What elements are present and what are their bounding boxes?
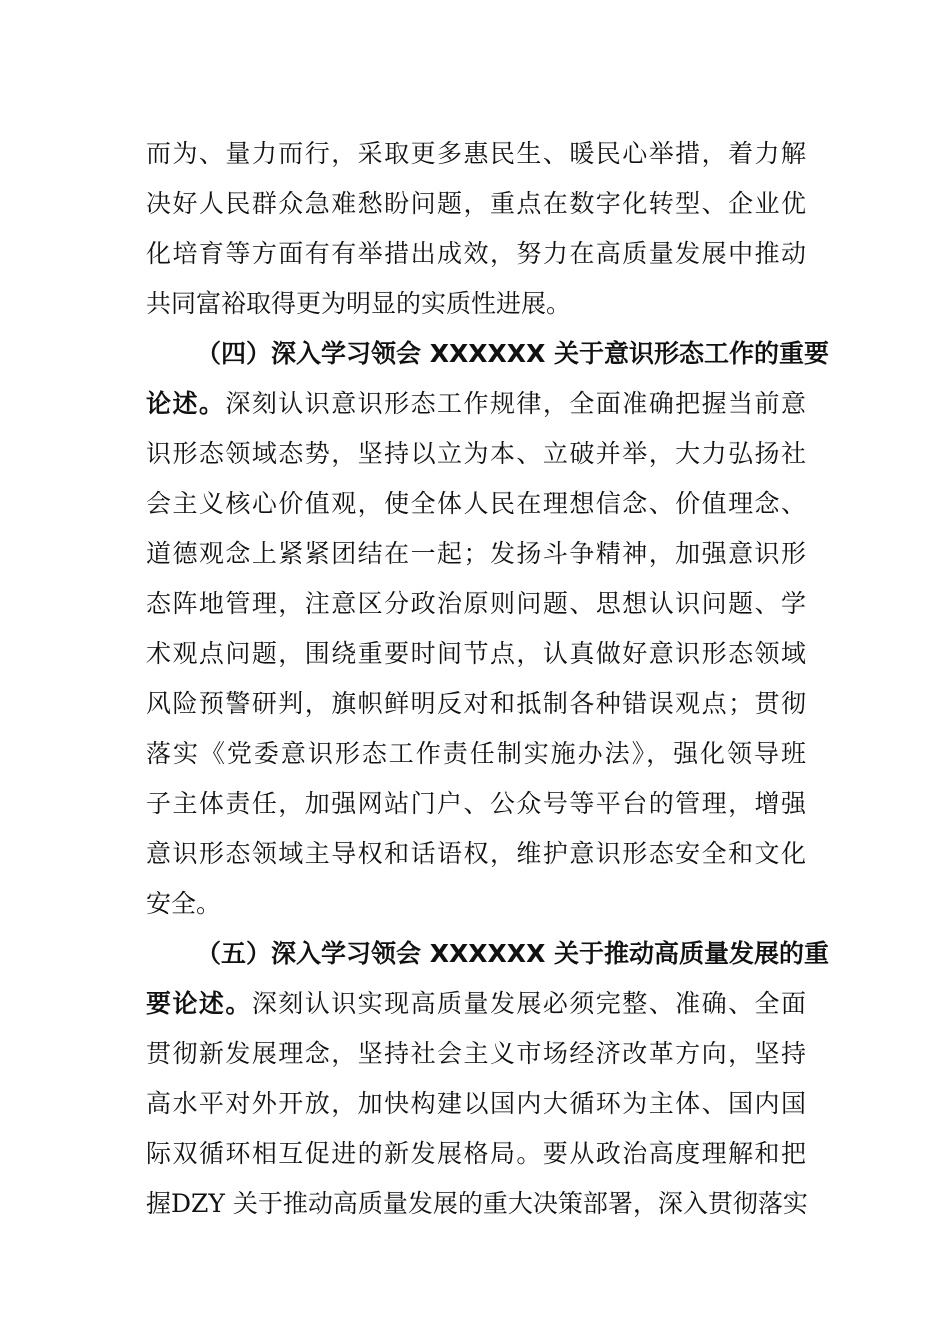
text-line: 子主体责任，加强网站门户、公众号等平台的管理，增强 <box>146 789 806 818</box>
text-line: 贯彻新发展理念，坚持社会主义市场经济改革方向，坚持 <box>146 1039 806 1068</box>
text-line: 高水平对外开放，加快构建以国内大循环为主体、国内国 <box>146 1089 806 1118</box>
text-line <box>146 984 806 1024</box>
text-line: 共同富裕取得更为明显的实质性进展。 <box>146 289 572 318</box>
text-line: 识形态领域态势，坚持以立为本、立破并举，大力弘扬社 <box>146 439 806 468</box>
text-line: 际双循环相互促进的新发展格局。要从政治高度理解和把 <box>146 1139 806 1168</box>
text-line: 意识形态领域主导权和话语权，维护意识形态安全和文化 <box>146 839 806 868</box>
text-line: 术观点问题，围绕重要时间节点，认真做好意识形态领域 <box>146 639 806 668</box>
text-line: 而为、量力而行，采取更多惠民生、暖民心举措，着力解 <box>146 139 806 168</box>
text-line: 化培育等方面有有举措出成效，努力在高质量发展中推动 <box>146 239 806 268</box>
section-heading-5: （五）深入学习领会 XXXXXX 关于推动高质量发展的重 <box>196 939 830 968</box>
text-line: 决好人民群众急难愁盼问题，重点在数字化转型、企业优 <box>146 189 806 218</box>
section-heading-5-end: 要论述。 <box>146 989 252 1018</box>
text-line: 态阵地管理，注意区分政治原则问题、思想认识问题、学 <box>146 589 806 618</box>
text-line: 道德观念上紧紧团结在一起；发扬斗争精神，加强意识形 <box>146 539 806 568</box>
section-heading-4: （四）深入学习领会 XXXXXX 关于意识形态工作的重要 <box>196 339 830 368</box>
text-line: 会主义核心价值观，使全体人民在理想信念、价值理念、 <box>146 489 806 518</box>
section-body-start: 深刻认识意识形态工作规律，全面准确把握当前意 <box>225 389 806 418</box>
text-line: 握DZY 关于推动高质量发展的重大决策部署，深入贯彻落实 <box>146 1189 808 1218</box>
section-heading-4-end: 论述。 <box>146 389 226 418</box>
text-line <box>146 384 806 424</box>
text-line: 落实《党委意识形态工作责任制实施办法》，强化领导班 <box>146 739 806 768</box>
text-line: 风险预警研判，旗帜鲜明反对和抵制各种错误观点；贯彻 <box>146 689 806 718</box>
text-line: 安全。 <box>146 889 222 918</box>
section-body-start: 深刻认识实现高质量发展必须完整、准确、全面 <box>251 989 806 1018</box>
